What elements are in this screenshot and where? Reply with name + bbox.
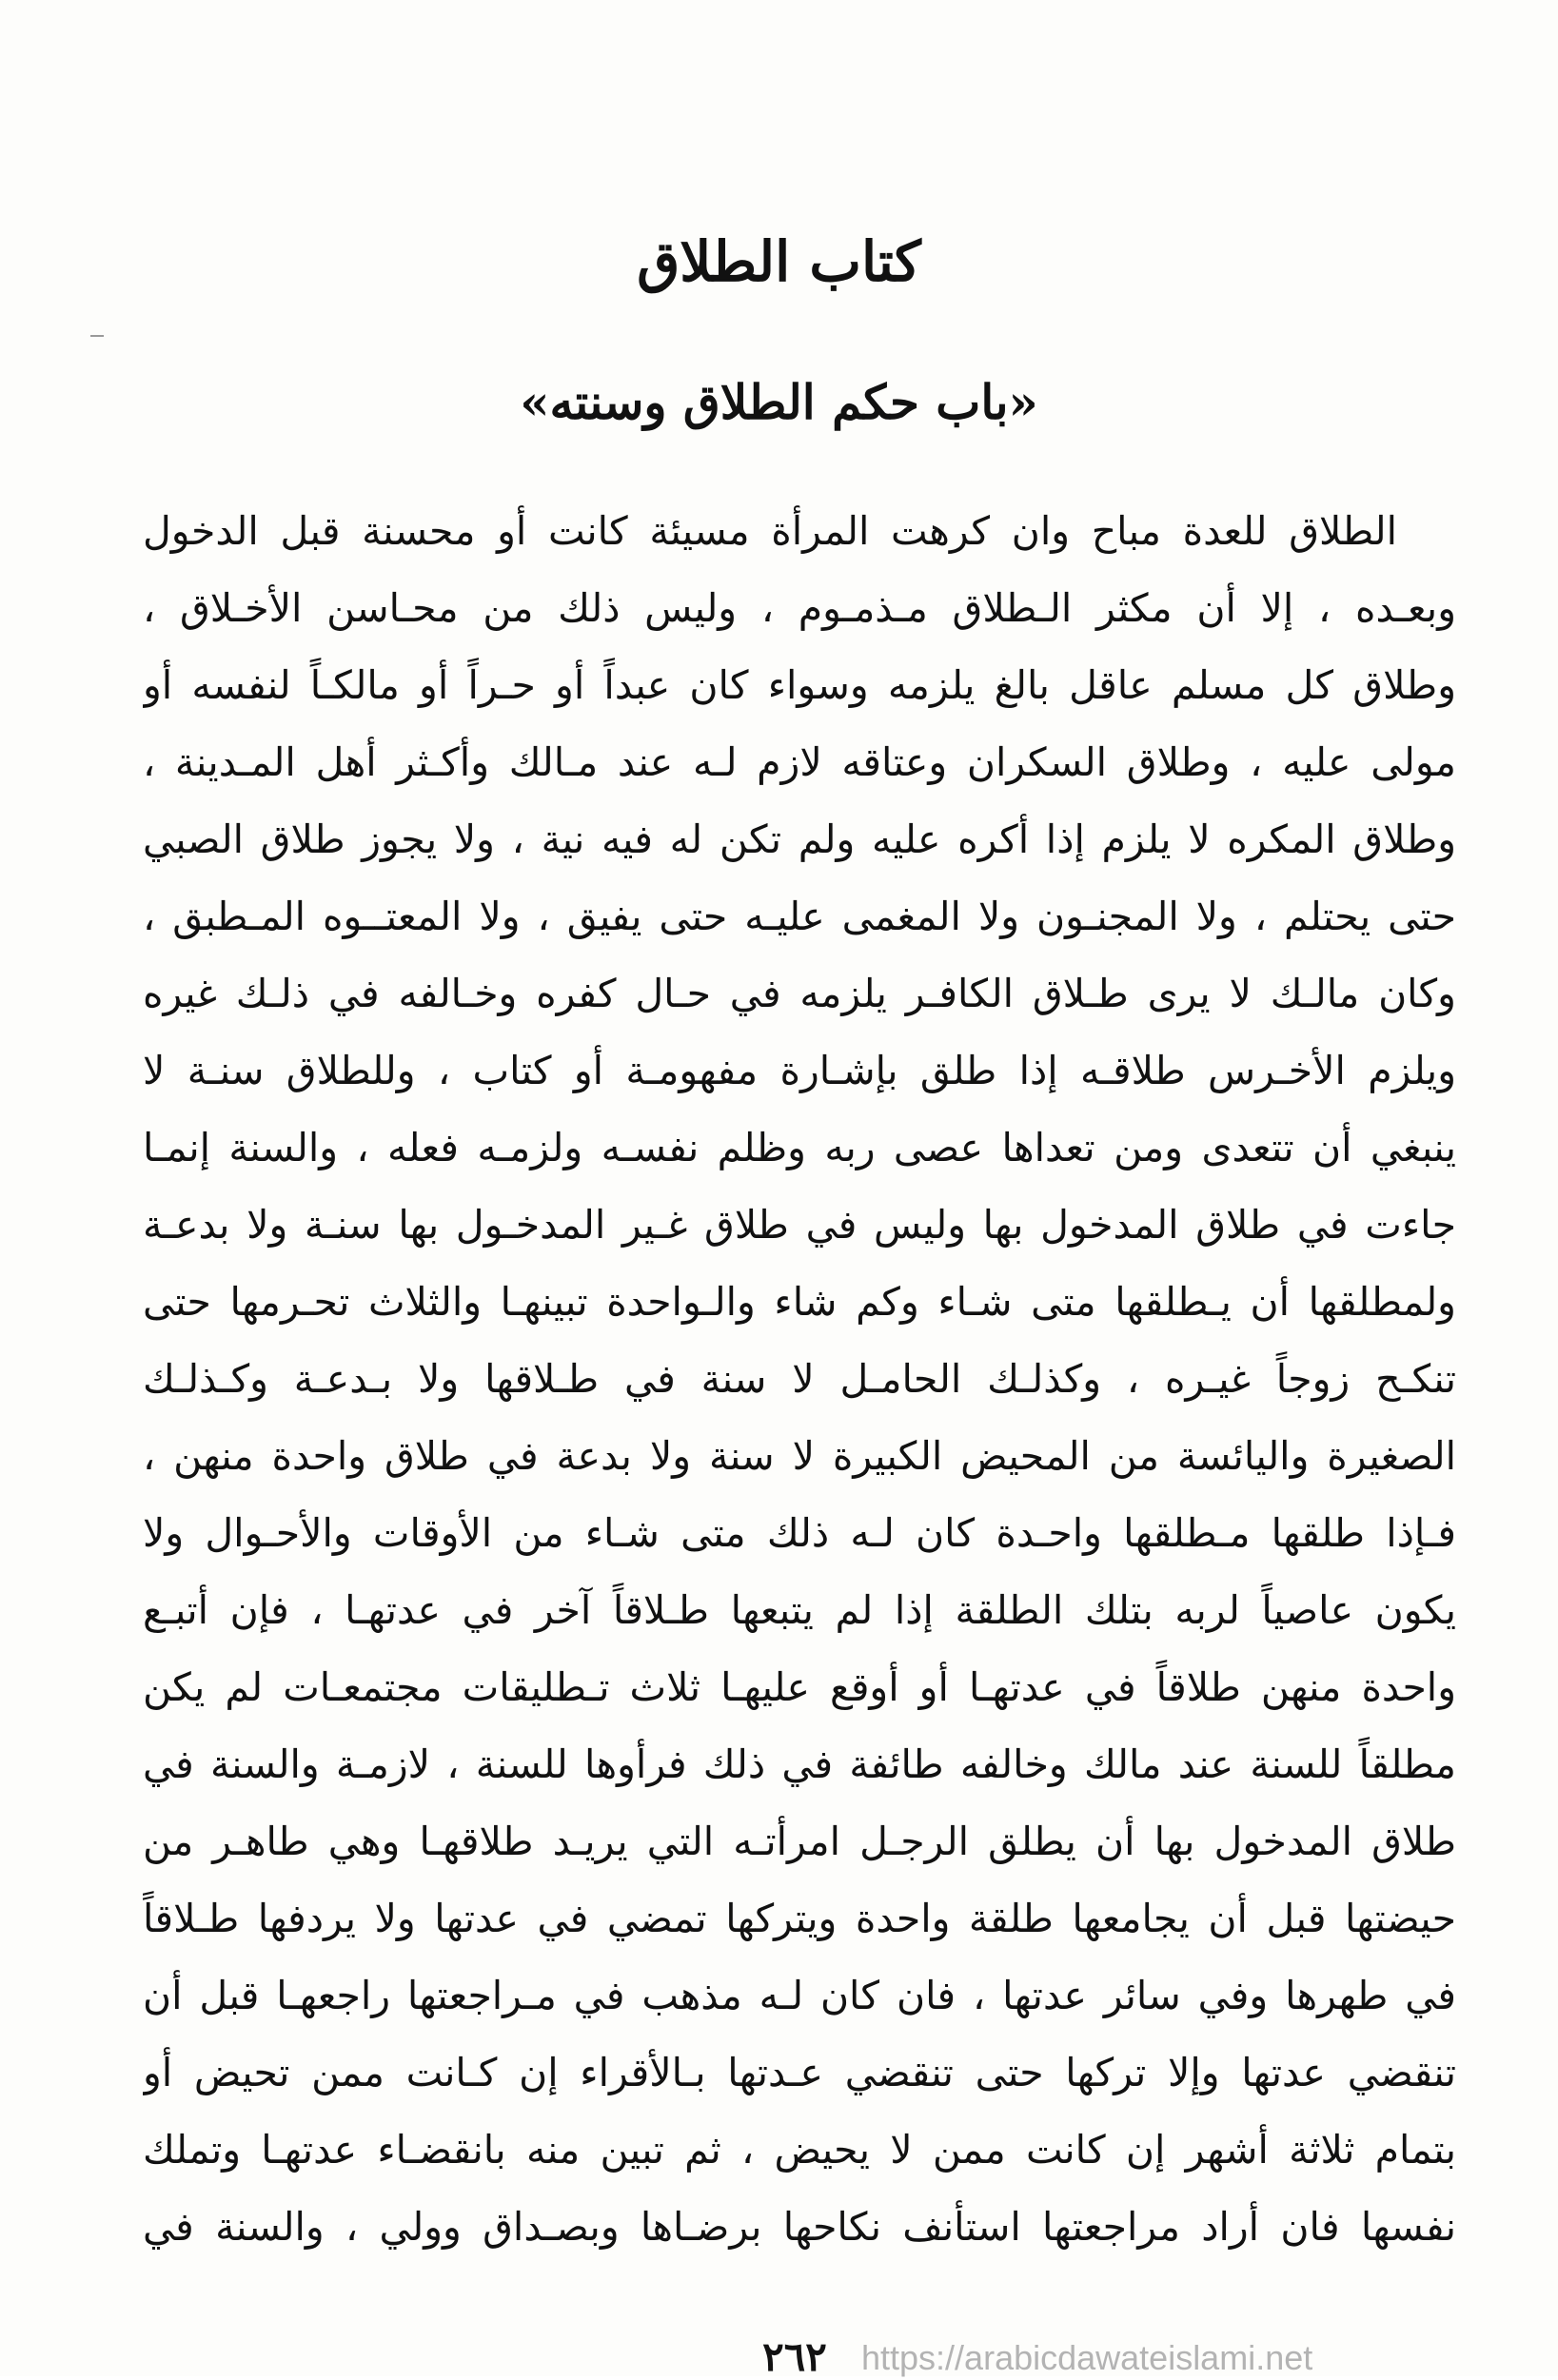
text-line: الصغيرة واليائسة من المحيض الكبيرة لا سنة ولا بدعة في طلاق واحدة منهن ، bbox=[143, 1433, 1456, 1479]
text-line: جاءت في طلاق المدخول بها وليس في طلاق غـير المدخـول بها سنـة ولا بدعـة bbox=[143, 1202, 1456, 1248]
text-line: طلاق المدخول بها أن يطلق الرجـل امرأتـه التي يريـد طلاقهـا وهي طاهـر من bbox=[143, 1819, 1456, 1864]
scan-mark bbox=[90, 335, 104, 337]
text-line: حتى يحتلم ، ولا المجنـون ولا المغمى عليـه حتى يفيق ، ولا المعتــوه المـطبق ، bbox=[143, 894, 1456, 939]
text-line: حيضتها قبل أن يجامعها طلقة واحدة ويتركها تمضي في عدتها ولا يردفها طـلاقاً bbox=[143, 1896, 1456, 1941]
text-line: تنقضي عدتها وإلا تركها حتى تنقضي عـدتها بـالأقراء إن كـانت ممن تحيض أو bbox=[143, 2050, 1456, 2095]
text-line: ولمطلقها أن يـطلقها متى شـاء وكم شاء والـواحدة تبينهـا والثلاث تحـرمها حتى bbox=[143, 1279, 1456, 1325]
text-line: نفسها فان أراد مراجعتها استأنف نكاحها برضـاها وبصـداق وولي ، والسنة في bbox=[143, 2204, 1456, 2250]
text-line: في طهرها وفي سائر عدتها ، فان كان لـه مذهب في مـراجعتها راجعهـا قبل أن bbox=[143, 1973, 1456, 2018]
text-line: يكون عاصياً لربه بتلك الطلقة إذا لم يتبعها طـلاقاً آخر في عدتهـا ، فإن أتبـع bbox=[143, 1587, 1456, 1633]
text-line: واحدة منهن طلاقاً في عدتهـا أو أوقع عليهـا ثلاث تـطليقات مجتمعـات لم يكن bbox=[143, 1664, 1456, 1710]
text-line: وبعـده ، إلا أن مكثر الـطلاق مـذمـوم ، وليس ذلك من محـاسن الأخـلاق ، bbox=[143, 585, 1456, 631]
text-line: تنكـح زوجاً غيـره ، وكذلـك الحامـل لا سنة في طـلاقها ولا بـدعـة وكـذلـك bbox=[143, 1356, 1456, 1402]
page-number: ٢٦٢ bbox=[762, 2333, 827, 2380]
text-line: مولى عليه ، وطلاق السكران وعتاقه لازم لـه عند مـالك وأكـثر أهل المـدينة ، bbox=[143, 739, 1456, 785]
text-line: وطلاق كل مسلم عاقل بالغ يلزمه وسواء كان عبداً أو حـراً أو مالكـاً لنفسه أو bbox=[143, 662, 1456, 708]
chapter-title: «باب حكم الطلاق وسنته» bbox=[520, 374, 1038, 430]
text-line: وكان مالـك لا يرى طـلاق الكافـر يلزمه في حـال كفره وخـالفه في ذلـك غيره bbox=[143, 971, 1456, 1016]
body-text bbox=[143, 493, 1456, 2266]
book-title: كتاب الطلاق bbox=[637, 229, 921, 294]
text-line: ينبغي أن تتعدى ومن تعداها عصى ربه وظلم نفسـه ولزمـه فعله ، والسنة إنمـا bbox=[143, 1125, 1456, 1170]
text-line: وطلاق المكره لا يلزم إذا أكره عليه ولم تكن له فيه نية ، ولا يجوز طلاق الصبي bbox=[143, 816, 1456, 862]
text-line: بتمام ثلاثة أشهر إن كانت ممن لا يحيض ، ثم تبين منه بانقضـاء عدتهـا وتملك bbox=[143, 2127, 1456, 2173]
text-line: الطلاق للعدة مباح وان كرهت المرأة مسيئة كانت أو محسنة قبل الدخول bbox=[143, 508, 1397, 554]
text-line: مطلقاً للسنة عند مالك وخالفه طائفة في ذلك فرأوها للسنة ، لازمـة والسنة في bbox=[143, 1741, 1456, 1787]
text-line: ويلزم الأخـرس طلاقـه إذا طلق بإشـارة مفهومـة أو كتاب ، وللطلاق سنـة لا bbox=[143, 1048, 1456, 1093]
watermark-url: https://arabicdawateislami.net bbox=[861, 2338, 1313, 2377]
text-line: فـإذا طلقها مـطلقها واحـدة كان لـه ذلك متى شـاء من الأوقات والأحـوال ولا bbox=[143, 1510, 1456, 1556]
